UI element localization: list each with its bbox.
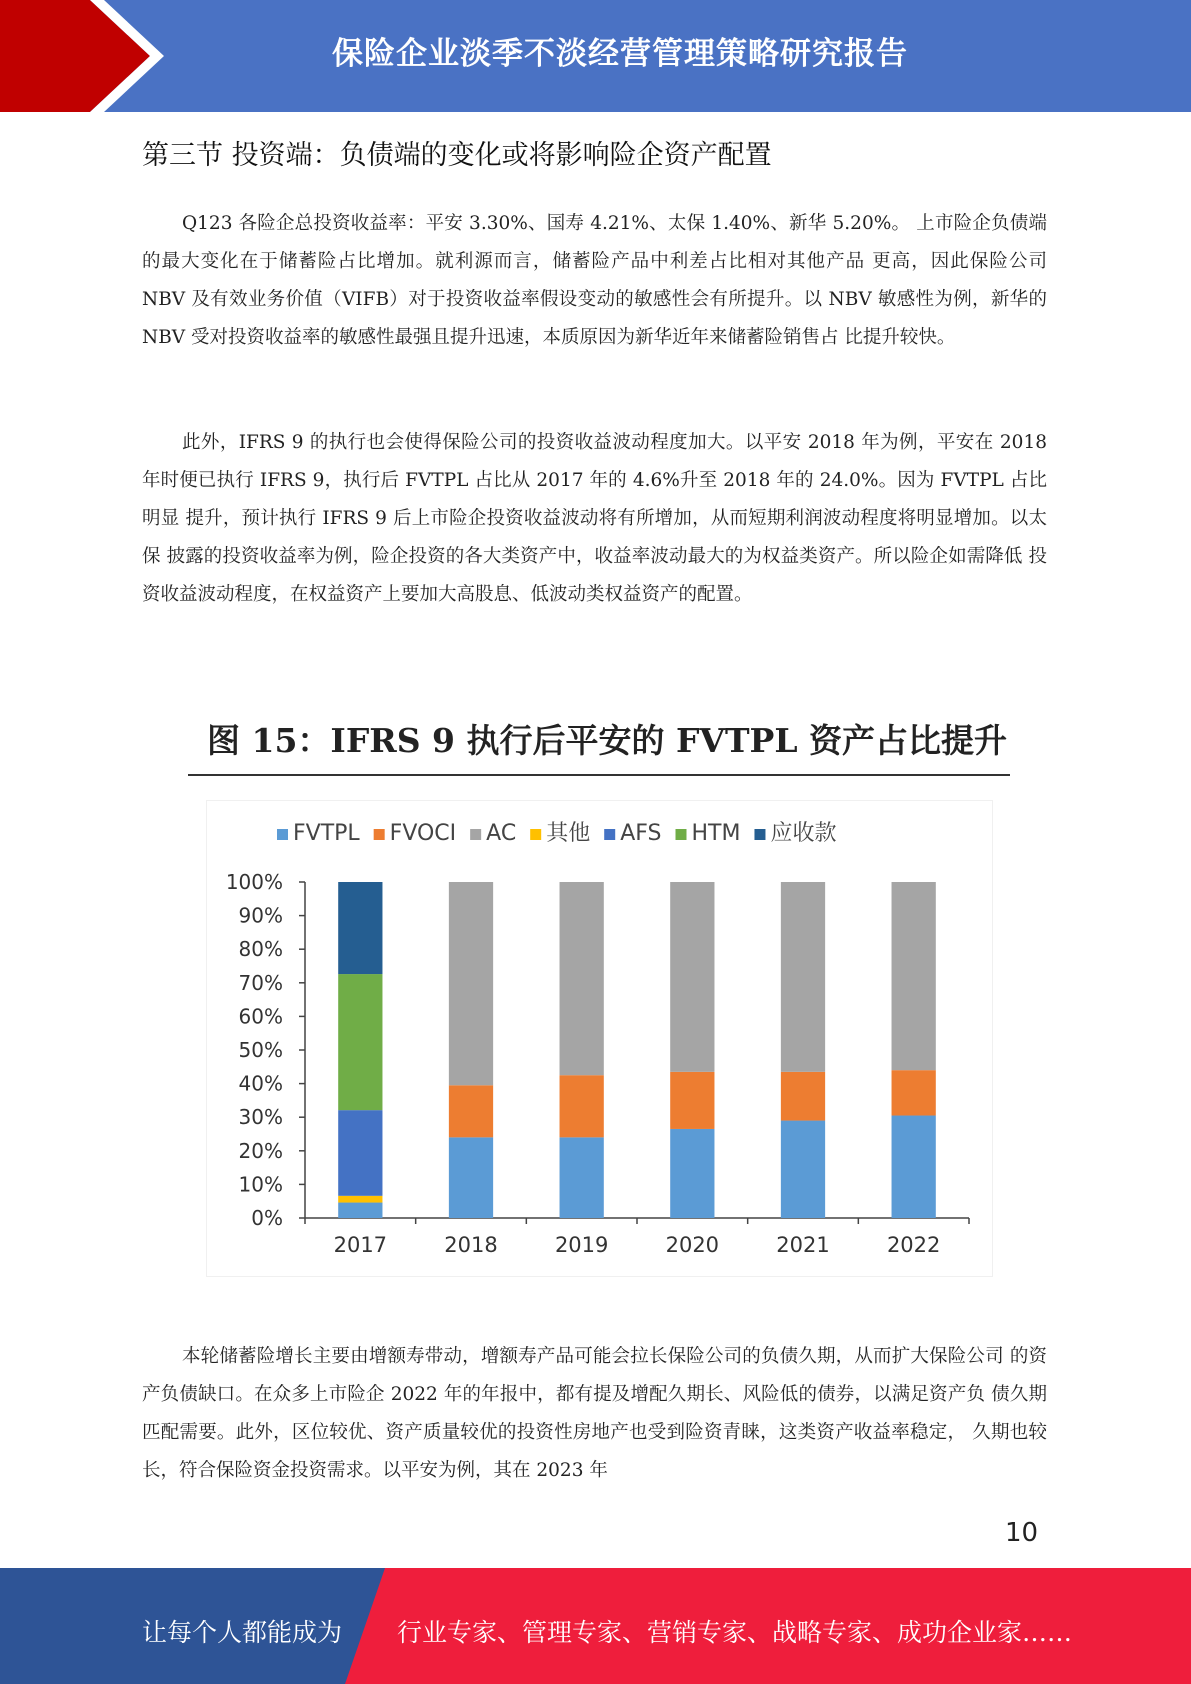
bar-2020-AC <box>670 882 714 1072</box>
legend-swatch-2 <box>470 829 481 840</box>
y-tick-label-4: 40% <box>238 1071 283 1096</box>
bar-2021-AC <box>781 882 825 1072</box>
legend-swatch-0 <box>277 829 288 840</box>
y-tick-label-5: 50% <box>238 1038 283 1062</box>
paragraph-1: Q123 各险企总投资收益率：平安 3.30%、国寿 4.21%、太保 1.40%、新华 5.20%。 上市险企负债端的最大变化在于储蓄险占比增加。就利源而言，储蓄险产品中利差占比相对其他产品 更高，因此保险公司 NBV 及有效业务价值（VIFB）对于投资收益率假设变动的敏感性会有所提升。以 NBV 敏感性为例，新华的 NBV 受对投资收益率的敏感性最强且提升迅速，本质原因为新华近年来储蓄险销售占 比提升较快。 <box>142 213 1047 348</box>
legend-swatch-4 <box>604 829 615 840</box>
legend-label-3: 其他 <box>546 821 591 846</box>
x-tick-label-1: 2018 <box>444 1233 498 1257</box>
bar-2017-HTM <box>338 974 382 1110</box>
page-footer <box>0 1568 1191 1684</box>
legend-label-2: AC <box>486 821 517 846</box>
legend-label-5: HTM <box>691 821 741 846</box>
bar-2019-AC <box>560 882 604 1075</box>
bar-2019-FVOCI <box>560 1075 604 1137</box>
legend-label-4: AFS <box>620 821 662 846</box>
bar-2018-FVTPL <box>449 1137 493 1218</box>
y-tick-label-0: 0% <box>251 1206 283 1230</box>
paragraph-3: 本轮储蓄险增长主要由增额寿带动，增额寿产品可能会拉长保险公司的负债久期，从而扩大保险公司 的资产负债缺口。在众多上市险企 2022 年的年报中，都有提及增配久期长、风险低的债券，以满足资产负 债久期匹配需要。此外，区位较优、资产质量较优的投资性房地产也受到险资青睐，这类资产收益率稳定， 久期也较长，符合保险资金投资需求。以平安为例，其在 2023 年 <box>142 1346 1047 1481</box>
paragraph-2: 此外，IFRS 9 的执行也会使得保险公司的投资收益波动程度加大。以平安 2018 年为例，平安在 2018年时便已执行 IFRS 9，执行后 FVTPL 占比从 2017 年的 4.6%升至 2018 年的 24.0%。因为 FVTPL 占比明显 提升，预计执行 IFRS 9 后上市险企投资收益波动将有所增加，从而短期利润波动程度将明显增加。以太保 披露的投资收益率为例，险企投资的各大类资产中，收益率波动最大的为权益类资产。所以险企如需降低 投资收益波动程度，在权益资产上要加大高股息、低波动类权益资产的配置。 <box>142 432 1047 605</box>
bar-2020-FVOCI <box>670 1072 714 1129</box>
x-tick-label-0: 2017 <box>333 1233 388 1257</box>
x-tick-label-2: 2019 <box>554 1233 609 1257</box>
y-tick-label-6: 60% <box>238 1004 283 1029</box>
section-title: 第三节 投资端：负债端的变化或将影响险企资产配置 <box>142 140 772 171</box>
footer-slogan-left: 让每个人都能成为 <box>142 1618 343 1647</box>
legend-swatch-3 <box>530 829 541 840</box>
legend-label-6: 应收款 <box>770 821 837 846</box>
y-tick-label-1: 10% <box>238 1172 283 1197</box>
footer-slogan-right: 行业专家、管理专家、营销专家、战略专家、成功企业家…… <box>397 1618 1073 1647</box>
chart-container <box>206 800 993 1277</box>
legend-swatch-6 <box>754 829 765 840</box>
legend-swatch-5 <box>676 829 687 840</box>
y-tick-label-7: 70% <box>238 970 283 995</box>
bar-2018-FVOCI <box>449 1085 493 1137</box>
y-tick-label-9: 90% <box>238 903 283 928</box>
y-tick-label-10: 100% <box>225 870 283 894</box>
bar-2022-AC <box>892 882 936 1070</box>
x-tick-label-5: 2022 <box>886 1233 941 1257</box>
bar-2021-FVOCI <box>781 1072 825 1121</box>
x-tick-label-3: 2020 <box>665 1233 720 1257</box>
bar-2017-应收款 <box>338 882 382 974</box>
legend-swatch-1 <box>374 829 385 840</box>
x-tick-label-4: 2021 <box>776 1233 830 1257</box>
page-header <box>0 0 1191 112</box>
y-tick-label-2: 20% <box>238 1138 283 1163</box>
legend-label-0: FVTPL <box>293 821 360 846</box>
bar-2021-FVTPL <box>781 1121 825 1218</box>
bar-2019-FVTPL <box>560 1137 604 1218</box>
bar-2017-AFS <box>338 1110 382 1196</box>
y-tick-label-8: 80% <box>238 937 283 962</box>
figure-title-rule <box>188 774 1010 776</box>
y-tick-label-3: 30% <box>238 1105 283 1130</box>
bar-2017-其他 <box>338 1196 382 1203</box>
bar-2022-FVOCI <box>892 1070 936 1115</box>
stacked-bar-chart <box>207 801 992 1276</box>
figure-title: 图 15：IFRS 9 执行后平安的 FVTPL 资产占比提升 <box>207 721 1008 760</box>
bar-2017-FVTPL <box>338 1203 382 1218</box>
bar-2020-FVTPL <box>670 1129 714 1218</box>
legend-label-1: FVOCI <box>389 821 457 846</box>
page-number: 10 <box>1005 1518 1039 1548</box>
bar-2022-FVTPL <box>892 1116 936 1218</box>
report-title: 保险企业淡季不淡经营管理策略研究报告 <box>332 36 908 72</box>
bar-2018-AC <box>449 882 493 1085</box>
